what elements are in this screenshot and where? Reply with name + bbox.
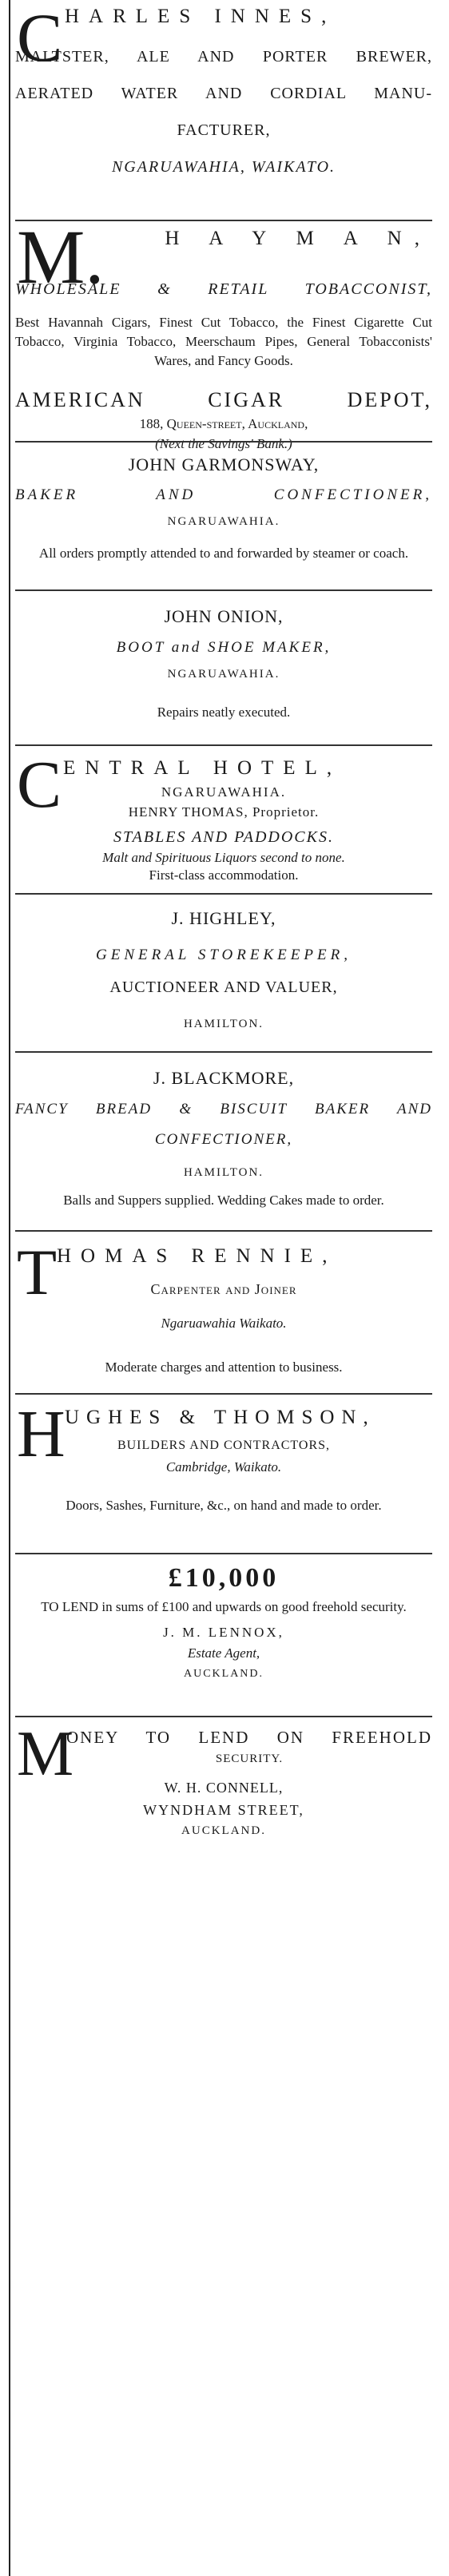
ad-line: FACTURER, bbox=[177, 121, 271, 139]
ad-line: MALTSTER, ALE AND PORTER BREWER, bbox=[15, 48, 432, 65]
ad-title: UGHES & THOMSON, bbox=[65, 1407, 375, 1428]
ad-street: WYNDHAM STREET, bbox=[143, 1802, 304, 1818]
ad-title: HARLES INNES, bbox=[65, 6, 336, 27]
divider bbox=[15, 893, 432, 895]
ad-hughes-thomson bbox=[15, 1397, 432, 1514]
divider bbox=[15, 589, 432, 591]
ad-central-hotel bbox=[15, 748, 432, 884]
ad-lennox bbox=[15, 1559, 432, 1685]
ad-title: H A Y M A N, bbox=[165, 228, 432, 249]
ad-trade: FANCY BREAD & BISCUIT BAKER AND bbox=[15, 1101, 432, 1117]
ad-body: TO LEND in sums of £100 and upwards on good freehold security. bbox=[41, 1599, 407, 1614]
divider bbox=[15, 1716, 432, 1717]
ad-title: J. HIGHLEY, bbox=[171, 908, 276, 928]
ad-charles-innes bbox=[15, 0, 432, 185]
ad-place: HAMILTON. bbox=[183, 1018, 264, 1030]
divider bbox=[15, 1230, 432, 1232]
ad-trade: GENERAL STOREKEEPER, bbox=[96, 947, 352, 963]
drop-cap: M. bbox=[17, 214, 105, 300]
ad-title: HOMAS RENNIE, bbox=[57, 1245, 337, 1267]
ad-line: NGARUAWAHIA, WAIKATO. bbox=[111, 158, 336, 176]
ad-body: Best Havannah Cigars, Finest Cut Tobacco, the Finest Cigarette Cut Tobacco, Virginia Tobacco, Meerschaum Pipes, General Tobacconists' Wares, and Fancy Goods. bbox=[15, 315, 432, 368]
ad-title: ENTRAL HOTEL, bbox=[63, 757, 342, 779]
drop-cap: H bbox=[17, 1397, 66, 1471]
divider bbox=[15, 1051, 432, 1053]
ad-trade-2: AUCTIONEER AND VALUER, bbox=[109, 978, 338, 996]
ad-title-2: SECURITY. bbox=[215, 1752, 284, 1765]
ad-place: Ngaruawahia Waikato. bbox=[161, 1316, 287, 1331]
ad-agent: W. H. CONNELL, bbox=[164, 1780, 284, 1796]
advertisement-column bbox=[9, 0, 437, 2576]
ad-connell bbox=[15, 1719, 432, 1840]
ad-agent: J. M. LENNOX, bbox=[163, 1625, 284, 1640]
ad-proprietor: HENRY THOMAS, Proprietor. bbox=[128, 804, 320, 820]
ad-title: J. BLACKMORE, bbox=[153, 1068, 295, 1088]
ad-accommodation: First-class accommodation. bbox=[149, 867, 299, 883]
ad-body: Moderate charges and attention to business. bbox=[105, 1359, 343, 1375]
ad-rennie bbox=[15, 1236, 432, 1377]
ad-agent-title: Estate Agent, bbox=[187, 1645, 260, 1661]
ad-body: All orders promptly attended to and forwarded by steamer or coach. bbox=[38, 546, 409, 561]
ad-depot: AMERICAN CIGAR DEPOT, bbox=[15, 388, 432, 411]
drop-cap: C bbox=[17, 0, 63, 76]
ad-blackmore bbox=[15, 1062, 432, 1209]
drop-cap: T bbox=[17, 1236, 58, 1308]
ad-place: Cambridge, Waikato. bbox=[165, 1459, 282, 1475]
ad-stables: STABLES AND PADDOCKS. bbox=[113, 828, 334, 846]
ad-amount: £10,000 bbox=[168, 1563, 280, 1593]
ad-title: ONEY TO LEND ON FREEHOLD bbox=[66, 1728, 432, 1747]
divider bbox=[15, 744, 432, 746]
ad-liquors: Malt and Spirituous Liquors second to none. bbox=[102, 850, 345, 865]
ad-note: (Next the Savings' Bank.) bbox=[155, 436, 292, 451]
ad-trade-2: CONFECTIONER, bbox=[154, 1131, 293, 1148]
ad-garmonsway bbox=[15, 449, 432, 562]
drop-cap: C bbox=[17, 748, 62, 822]
ad-body: Repairs neatly executed. bbox=[157, 705, 291, 720]
divider bbox=[15, 1553, 432, 1554]
ad-hayman bbox=[15, 214, 432, 454]
ad-place: AUCKLAND. bbox=[181, 1824, 266, 1837]
divider bbox=[15, 1393, 432, 1395]
ad-highley bbox=[15, 903, 432, 1035]
ad-body: Balls and Suppers supplied. Wedding Cakes made to order. bbox=[63, 1193, 384, 1208]
ad-title: JOHN GARMONSWAY, bbox=[128, 454, 320, 474]
ad-title: JOHN ONION, bbox=[164, 606, 284, 626]
ad-place: HAMILTON. bbox=[183, 1166, 264, 1179]
ad-place: NGARUAWAHIA. bbox=[161, 784, 287, 800]
divider bbox=[15, 441, 432, 443]
ad-place: NGARUAWAHIA. bbox=[167, 515, 280, 528]
ad-trade: BOOT and SHOE MAKER, bbox=[116, 639, 332, 656]
ad-onion bbox=[15, 601, 432, 722]
ad-trade: BAKER AND CONFECTIONER, bbox=[15, 486, 432, 503]
ad-subtitle: WHOLESALE & RETAIL TOBACCONIST, bbox=[15, 280, 432, 298]
drop-cap: M bbox=[17, 1719, 74, 1789]
ad-body: Doors, Sashes, Furniture, &c., on hand and made to order. bbox=[66, 1498, 382, 1513]
ad-trade: BUILDERS AND CONTRACTORS, bbox=[117, 1439, 331, 1452]
ad-line: AERATED WATER AND CORDIAL MANU- bbox=[15, 85, 432, 102]
ad-trade: Carpenter and Joiner bbox=[150, 1281, 297, 1297]
ad-place: AUCKLAND. bbox=[183, 1668, 264, 1680]
ad-place: NGARUAWAHIA. bbox=[167, 668, 280, 681]
ad-address: 188, Queen-street, Auckland, bbox=[139, 416, 308, 431]
